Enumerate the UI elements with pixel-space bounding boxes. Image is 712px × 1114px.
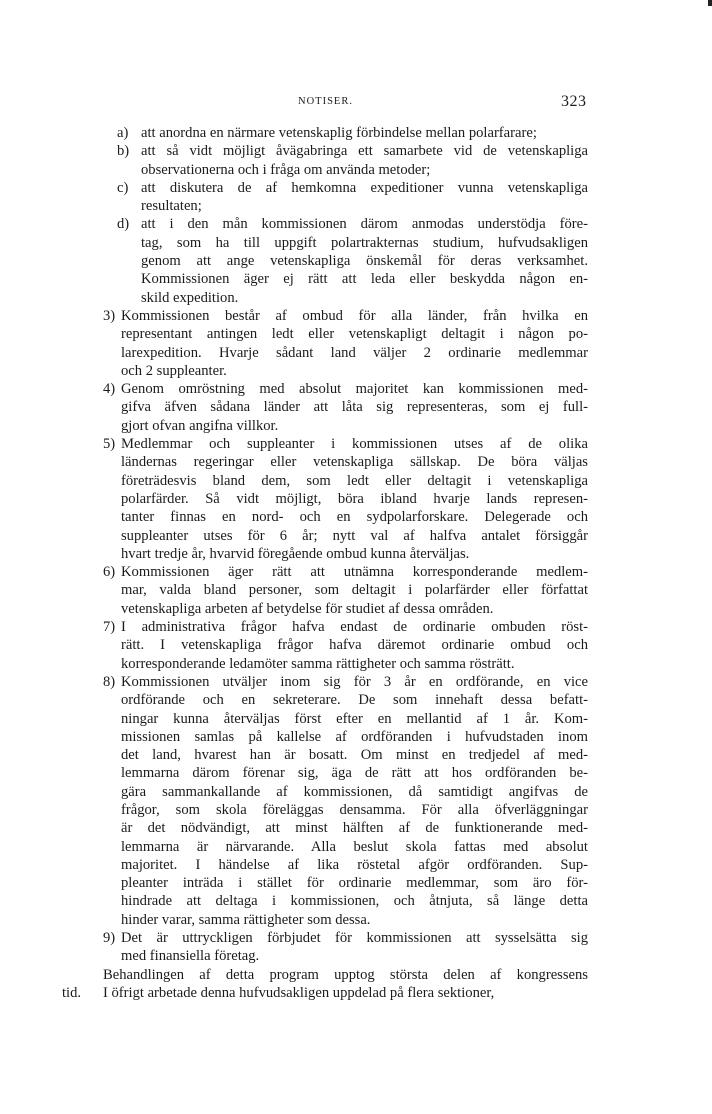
list-marker: d) bbox=[117, 216, 130, 233]
text-line: det land, hvarest han är bosatt. Om minst en tredjedel af med- bbox=[121, 747, 588, 764]
text-line: gjort ofvan angifna villkor. bbox=[121, 417, 279, 434]
text-line: att så vidt möjligt åvägabringa ett samarbete vid de vetenskapliga bbox=[141, 143, 588, 160]
document-body bbox=[0, 124, 712, 1002]
text-line: observationerna och i fråga om använda metoder; bbox=[141, 161, 431, 178]
numbered-list-item bbox=[0, 380, 712, 435]
text-line: Kommissionen äger ej rätt att leda eller beskydda någon en- bbox=[141, 271, 588, 288]
text-line: rätt. I vetenskapliga frågor hafva däremot ordinarie ombud och bbox=[121, 637, 588, 654]
numbered-list-item bbox=[0, 563, 712, 618]
text-line: att i den mån kommissionen därom anmodas understödja före- bbox=[141, 216, 588, 233]
text-line: hindrade att deltaga i kommissionen, och åtnjuta, så länge detta bbox=[121, 893, 588, 910]
text-line: är det nödvändigt, att minst hälften af de funktionerande med- bbox=[121, 820, 588, 837]
text-line: representant antingen ledt eller vetenskapligt deltagit i någon po- bbox=[121, 326, 588, 343]
text-line: majoritet. I händelse af lika röstetal afgör ordföranden. Sup- bbox=[121, 856, 588, 873]
text-line: Kommissionen består af ombud för alla länder, från hvilka en bbox=[121, 307, 588, 324]
list-marker: a) bbox=[117, 125, 129, 141]
text-line: och 2 suppleanter. bbox=[121, 362, 227, 379]
text-line: gära sammankallande af kommissionen, då samtidigt angifvas de bbox=[121, 783, 588, 800]
numbered-list-item bbox=[0, 929, 712, 966]
margin-note: tid. bbox=[62, 984, 82, 1001]
text-line: Det är uttryckligen förbjudet för kommissionen att sysselsätta sig bbox=[121, 930, 588, 947]
sub-list-item bbox=[0, 179, 712, 216]
text-line: Behandlingen af detta program upptog största delen af kongressens bbox=[103, 966, 588, 983]
list-marker: 9) bbox=[103, 930, 116, 947]
list-marker: 8) bbox=[103, 673, 116, 690]
text-line: I administrativa frågor hafva endast de ordinarie ombuden röst- bbox=[121, 619, 588, 636]
text-line: tanter finnas en nord- och en sydpolarforskare. Delegerade och bbox=[121, 509, 588, 526]
page-header bbox=[0, 93, 712, 112]
text-line: lemmarna därom förenar sig, äga de rätt att hos ordföranden be- bbox=[121, 765, 588, 782]
numbered-list-item bbox=[0, 673, 712, 929]
text-line: Kommissionen äger rätt att utnämna korresponderande medlem- bbox=[121, 564, 588, 581]
page-number: 323 bbox=[561, 93, 587, 110]
text-line: mar, valda bland personer, som deltagit i polarfärder eller författat bbox=[121, 582, 588, 599]
sub-list-item bbox=[0, 142, 712, 179]
numbered-list-item bbox=[0, 307, 712, 380]
text-line: larexpedition. Hvarje sådant land väljer 2 ordinarie medlemmar bbox=[121, 344, 588, 361]
list-marker: c) bbox=[117, 179, 129, 196]
text-line: hvart tredje år, hvarvid föregående ombud kunna återväljas. bbox=[121, 545, 470, 562]
numbered-list-item bbox=[0, 435, 712, 563]
list-marker: 6) bbox=[103, 564, 116, 581]
text-line: I öfrigt arbetade denna hufvudsakligen uppdelad på flera sektioner, bbox=[103, 984, 495, 1001]
text-line: att diskutera de af hemkomna expeditioner vunna vetenskapliga bbox=[141, 179, 588, 196]
text-line: ningar kunna återväljas först efter en mellantid af 1 år. Kom- bbox=[121, 710, 588, 727]
text-line: med finansiella företag. bbox=[121, 948, 260, 965]
text-line: frågor, som skola föreläggas densamma. För alla öfverläggningar bbox=[121, 801, 588, 818]
text-line: missionen samlas på kallelse af ordföranden i hufvudstaden inom bbox=[121, 728, 588, 745]
text-line: polarfärder. Så vidt möjligt, böra ibland hvarje lands represen- bbox=[121, 490, 588, 507]
text-line: pleanter inträda i stället för ordinarie medlemmar, som äro för- bbox=[121, 875, 588, 892]
text-line: ländernas regeringar eller vetenskapliga sällskap. De böra väljas bbox=[121, 454, 588, 471]
text-line: Genom omröstning med absolut majoritet kan kommissionen med- bbox=[121, 381, 588, 398]
text-line: tag, som ha till uppgift polartrakternas studium, hufvudsakligen bbox=[141, 234, 588, 251]
text-line: suppleanter utses för 6 år; nytt val af halfva antalet försiggår bbox=[121, 527, 588, 544]
text-line: resultaten; bbox=[141, 198, 202, 215]
text-line: ordförande och en sekreterare. De som innehaft dessa befatt- bbox=[121, 692, 588, 709]
text-line: att anordna en närmare vetenskaplig förbindelse mellan polarfarare; bbox=[141, 125, 537, 141]
text-line: företrädesvis bland dem, som ledt eller deltagit i vetenskapliga bbox=[121, 472, 588, 489]
text-line: lemmarna är närvarande. Alla beslut skola fattas med absolut bbox=[121, 838, 588, 855]
text-line: hinder varar, samma rättigheter som dessa. bbox=[121, 911, 371, 928]
page-edge-mark bbox=[708, 0, 712, 6]
list-marker: 5) bbox=[103, 436, 116, 453]
list-marker: 7) bbox=[103, 619, 116, 636]
text-line: gifva äfven sådana länder att låta sig representeras, som ej full- bbox=[121, 399, 588, 416]
list-marker: 4) bbox=[103, 381, 116, 398]
sub-list-item bbox=[0, 124, 712, 142]
text-line: korresponderande ledamöter samma rättigheter och samma rösträtt. bbox=[121, 655, 515, 672]
text-line: Medlemmar och suppleanter i kommissionen utses af de olika bbox=[121, 436, 588, 453]
running-title: NOTISER. bbox=[298, 96, 353, 107]
sub-list-item bbox=[0, 215, 712, 306]
list-marker: 3) bbox=[103, 307, 116, 324]
text-line: vetenskapliga arbeten af betydelse för studiet af dessa områden. bbox=[121, 600, 494, 617]
text-line: genom att ange vetenskapliga önskemål för deras verksamhet. bbox=[141, 253, 588, 270]
list-marker: b) bbox=[117, 143, 130, 160]
numbered-list-item bbox=[0, 618, 712, 673]
text-line: skild expedition. bbox=[141, 289, 239, 306]
closing-paragraph bbox=[0, 966, 712, 1003]
text-line: Kommissionen utväljer inom sig för 3 år en ordförande, en vice bbox=[121, 673, 588, 690]
